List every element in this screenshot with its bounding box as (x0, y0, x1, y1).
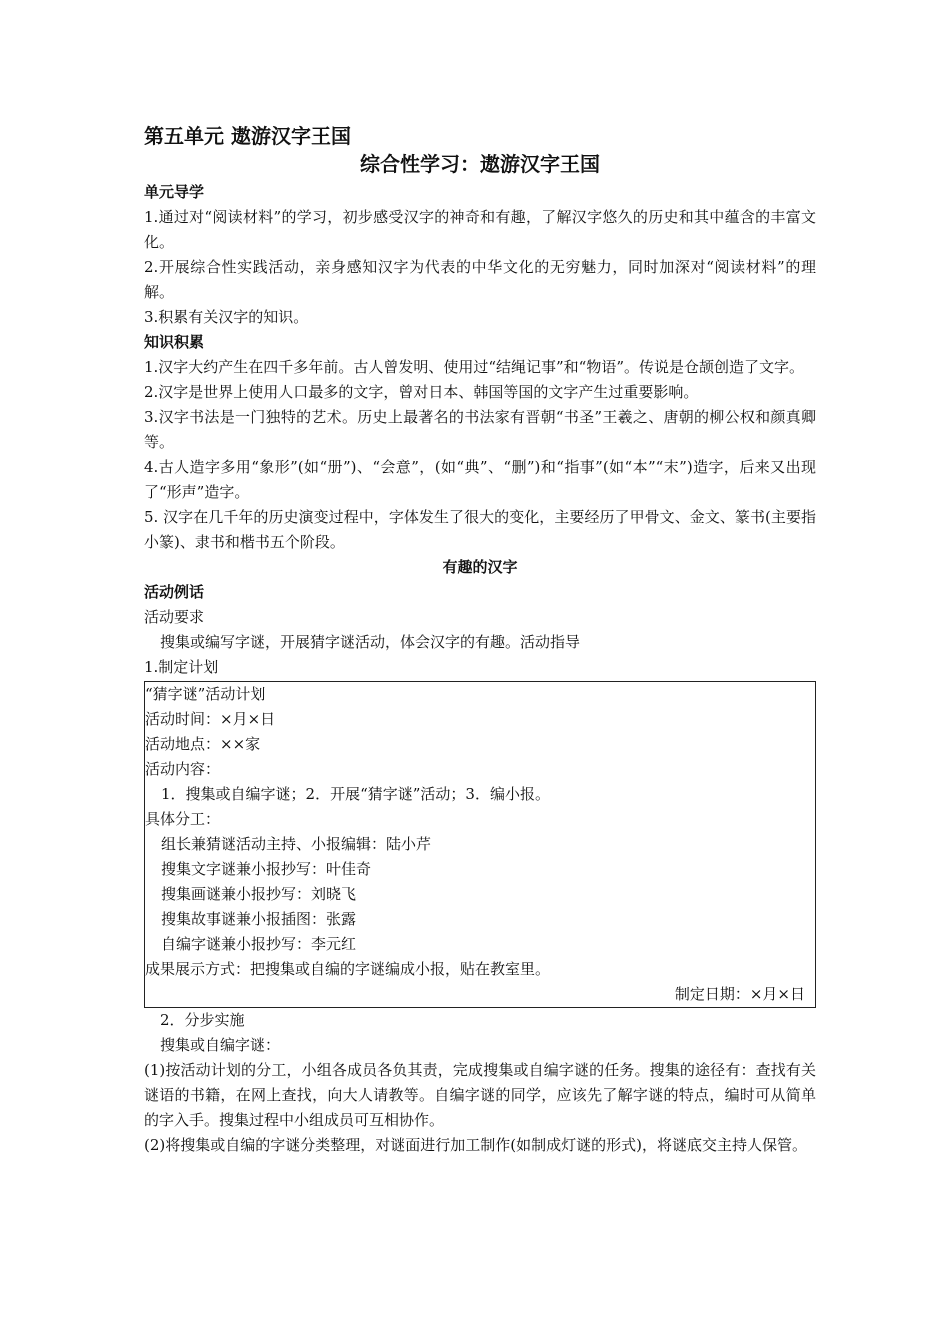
fun-section-heading: 有趣的汉字 (442, 558, 518, 576)
step2-item: (2)将搜集或自编的字谜分类整理，对谜面进行加工制作(如制成灯谜的形式)，将谜底交主持人保管。 (144, 1136, 807, 1154)
plan-content-label: 活动内容： (145, 760, 221, 778)
document-content (144, 122, 816, 1158)
plan-role: 自编字谜兼小报抄写：李元红 (161, 935, 357, 953)
plan-title: “猜字谜”活动计划 (145, 685, 266, 703)
knowledge-item: 3.汉字书法是一门独特的艺术。历史上最著名的书法家有晋朝“书圣”王羲之、唐朝的柳公权和颜真卿等。 (144, 408, 816, 451)
step2-sub-label: 搜集或自编字谜： (160, 1036, 281, 1054)
guide-heading: 单元导学 (144, 183, 205, 201)
plan-content: 1．搜集或自编字谜；2．开展“猜字谜”活动；3．编小报。 (161, 785, 550, 803)
knowledge-heading: 知识积累 (144, 333, 205, 351)
step2-label: 2．分步实施 (160, 1011, 245, 1029)
page-subtitle: 综合性学习：遨游汉字王国 (360, 152, 600, 176)
example-heading: 活动例话 (144, 583, 205, 601)
requirement-text: 搜集或编写字谜，开展猜字谜活动，体会汉字的有趣。活动指导 (160, 633, 581, 651)
step1-label: 1.制定计划 (144, 658, 219, 676)
requirement-label: 活动要求 (144, 608, 205, 626)
knowledge-item: 2.汉字是世界上使用人口最多的文字，曾对日本、韩国等国的文字产生过重要影响。 (144, 383, 699, 401)
plan-role: 搜集故事谜兼小报插图：张露 (161, 910, 357, 928)
plan-division-label: 具体分工： (145, 810, 221, 828)
plan-role: 搜集文字谜兼小报抄写：叶佳奇 (161, 860, 372, 878)
plan-role: 搜集画谜兼小报抄写：刘晓飞 (161, 885, 357, 903)
guide-item: 1.通过对“阅读材料”的学习，初步感受汉字的神奇和有趣，了解汉字悠久的历史和其中蕴含的丰富文化。 (144, 208, 816, 251)
guide-item: 2.开展综合性实践活动，亲身感知汉字为代表的中华文化的无穷魅力，同时加深对“阅读材料”的理解。 (144, 258, 816, 301)
knowledge-item: 5. 汉字在几千年的历史演变过程中，字体发生了很大的变化，主要经历了甲骨文、金文、篆书(主要指小篆)、隶书和楷书五个阶段。 (144, 508, 816, 551)
plan-time: 活动时间：×月×日 (145, 710, 276, 728)
plan-result: 成果展示方式：把搜集或自编的字谜编成小报，贴在教室里。 (145, 960, 551, 978)
plan-place: 活动地点：××家 (145, 735, 261, 753)
knowledge-item: 4.古人造字多用“象形”(如“册”)、“会意”，(如“典”、“删”)和“指事”(如“本”“末”)造字，后来又出现了“形声”造字。 (144, 458, 816, 501)
knowledge-item: 1.汉字大约产生在四千多年前。古人曾发明、使用过“结绳记事”和“物语”。传说是仓颉创造了文字。 (144, 358, 804, 376)
plan-role: 组长兼猜谜活动主持、小报编辑：陆小芹 (161, 835, 432, 853)
guide-item: 3.积累有关汉字的知识。 (144, 308, 309, 326)
step2-item: (1)按活动计划的分工，小组各成员各负其责，完成搜集或自编字谜的任务。搜集的途径有：查找有关谜语的书籍，在网上查找，向大人请教等。自编字谜的同学，应该先了解字谜的特点，编时可从简单的字入手。搜集过程中小组成员可互相协作。 (144, 1061, 816, 1129)
activity-plan-box (144, 681, 816, 1008)
plan-date: 制定日期：×月×日 (674, 985, 805, 1003)
unit-title: 第五单元 遨游汉字王国 (144, 124, 351, 148)
